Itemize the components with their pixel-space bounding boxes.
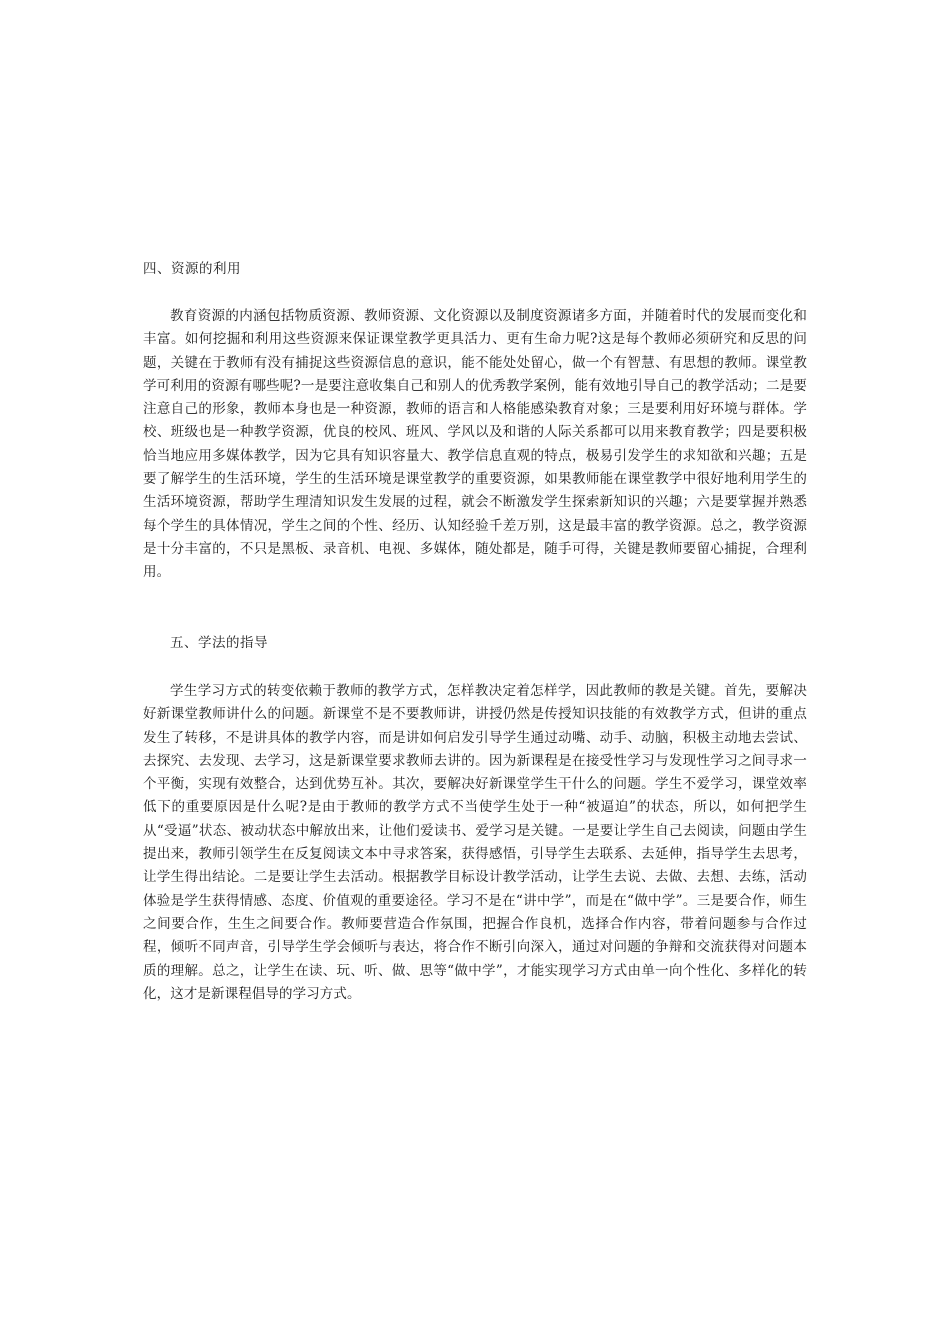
section-paragraph-learning-guidance: 学生学习方式的转变依赖于教师的教学方式，怎样教决定着怎样学，因此教师的教是关键。首先，要解决好新课堂教师讲什么的问题。新课堂不是不要教师讲，讲授仍然是传授知识技能的有效教学方式，但讲的重点发生了转移，不是讲具体的教学内容，而是讲如何启发引导学生通过动嘴、动手、动脑，积极主动地去尝试、去探究、去发现、去学习，这是新课堂要求教师去讲的。因为新课程是在接受性学习与发现性学习之间寻求一个平衡，实现有效整合，达到优势互补。其次，要解决好新课堂学生干什么的问题。学生不爱学习，课堂效率低下的重要原因是什么呢?是由于教师的教学方式不当使学生处于一种“被逼迫”的状态，所以，如何把学生从“受逼”状态、被动状态中解放出来，让他们爱读书、爱学习是关键。一是要让学生自己去阅读，问题由学生提出来，教师引领学生在反复阅读文本中寻求答案，获得感悟，引导学生去联系、去延伸，指导学生去思考，让学生得出结论。二是要让学生去活动。根据教学目标设计教学活动，让学生去说、去做、去想、去练，活动体验是学生获得情感、态度、价值观的重要途径。学习不是在“讲中学”，而是在“做中学”。三是要合作，师生之间要合作，生生之间要合作。教师要营造合作氛围，把握合作良机，选择合作内容，带着问题参与合作过程，倾听不同声音，引导学生学会倾听与表达，将合作不断引向深入，通过对问题的争辩和交流获得对问题本质的理解。总之，让学生在读、玩、听、做、思等“做中学”，才能实现学习方式由单一向个性化、多样化的转化，这才是新课程倡导的学习方式。 (143, 683, 807, 1002)
section-heading-learning-guidance: 五、学法的指导 (170, 635, 268, 651)
section-heading-resource-use: 四、资源的利用 (143, 261, 241, 277)
section-paragraph-resource-use: 教育资源的内涵包括物质资源、教师资源、文化资源以及制度资源诸多方面，并随着时代的发展而变化和丰富。如何挖掘和利用这些资源来保证课堂教学更具活力、更有生命力呢?这是每个教师必须研究和反思的问题，关键在于教师有没有捕捉这些资源信息的意识，能不能处处留心，做一个有智慧、有思想的教师。课堂教学可利用的资源有哪些呢?一是要注意收集自己和别人的优秀教学案例，能有效地引导自己的教学活动；二是要注意自己的形象，教师本身也是一种资源，教师的语言和人格能感染教育对象；三是要利用好环境与群体。学校、班级也是一种教学资源，优良的校风、班风、学风以及和谐的人际关系都可以用来教育教学；四是要积极恰当地应用多媒体教学，因为它具有知识容量大、教学信息直观的特点，极易引发学生的求知欲和兴趣；五是要了解学生的生活环境，学生的生活环境是课堂教学的重要资源，如果教师能在课堂教学中很好地利用学生的生活环境资源，帮助学生理清知识发生发展的过程，就会不断激发学生探索新知识的兴趣；六是要掌握并熟悉每个学生的具体情况，学生之间的个性、经历、认知经验千差万别，这是最丰富的教学资源。总之，教学资源是十分丰富的，不只是黑板、录音机、电视、多媒体，随处都是，随手可得，关键是教师要留心捕捉，合理利用。 (143, 308, 807, 581)
